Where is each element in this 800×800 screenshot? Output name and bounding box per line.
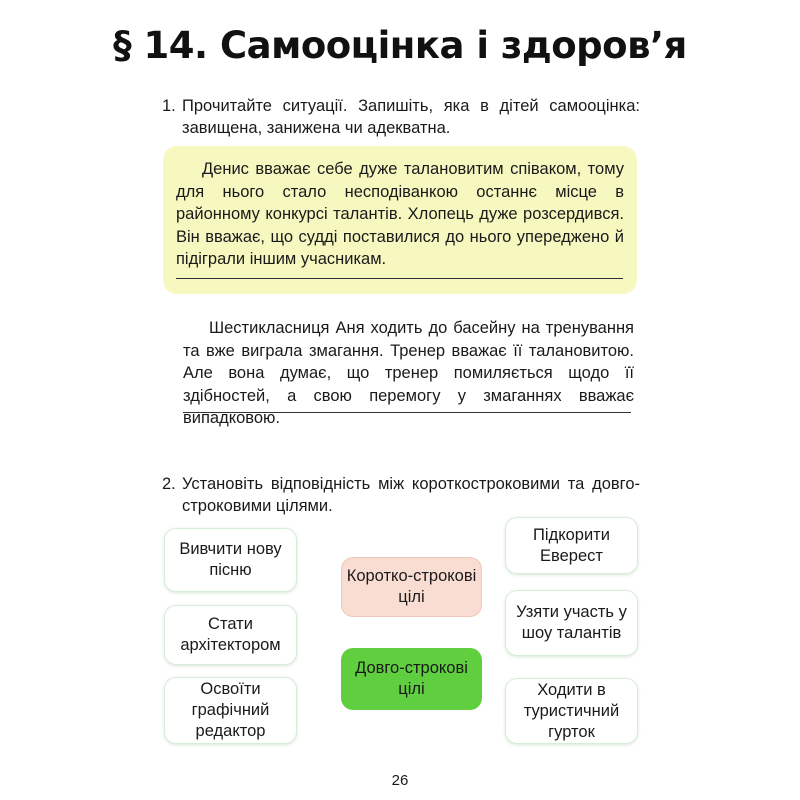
answer-line-1[interactable]	[176, 278, 623, 279]
answer-line-2[interactable]	[183, 412, 631, 413]
task-2	[162, 473, 640, 517]
page-title: § 14. Самооцінка і здоров’я	[113, 24, 687, 67]
task-1-instruction: Прочитайте ситуації. Запишіть, яка в дітей самооцінка: завищена, занижена чи адекватна.	[182, 97, 640, 137]
goal-card-left-2[interactable]	[164, 605, 297, 665]
long-term-goals-box[interactable]	[341, 648, 482, 710]
short-term-goals-box[interactable]	[341, 557, 482, 617]
long-term-goals-label: Довго-строкові цілі	[355, 659, 468, 698]
goal-card-label: Підкорити Еверест	[533, 525, 610, 565]
short-term-goals-label: Коротко-строкові цілі	[346, 567, 477, 606]
page-number: 26	[391, 772, 409, 789]
goal-card-right-2[interactable]	[505, 590, 638, 656]
goal-card-label: Освоїти графічний редактор	[191, 680, 270, 740]
task-2-instruction: Установіть відповідність між короткостроковими та довго-строковими цілями.	[182, 475, 640, 515]
task-1	[162, 95, 640, 139]
goal-card-label: Вивчити нову пісню	[179, 540, 282, 579]
goal-card-label: Ходити в туристичний гурток	[523, 680, 620, 741]
goal-card-left-1[interactable]	[164, 528, 297, 592]
situation-2-text: Шестикласниця Аня ходить до басейну на тренування та вже виграла змагання. Тренер вважає її талановитою. Але вона думає, що тренер помиляється щодо її здібностей, а свою перемогу у змаганнях вважає випадковою.	[183, 319, 634, 427]
goal-card-label: Стати архітектором	[180, 615, 281, 654]
task-1-number: 1.	[162, 97, 176, 115]
task-2-number: 2.	[162, 475, 176, 493]
goal-card-right-1[interactable]	[505, 517, 638, 574]
situation-1-text: Денис вважає себе дуже талановитим співаком, тому для нього стало несподіванкою останнє місце в районному конкурсі талантів. Хлопець дуже розсердився. Він вважає, що судді поставилися до нього упереджено й підіграли іншим учасникам.	[176, 160, 624, 268]
goal-card-label: Узяти участь у шоу талантів	[516, 603, 627, 642]
goal-card-left-3[interactable]	[164, 677, 297, 744]
goal-card-right-3[interactable]	[505, 678, 638, 744]
